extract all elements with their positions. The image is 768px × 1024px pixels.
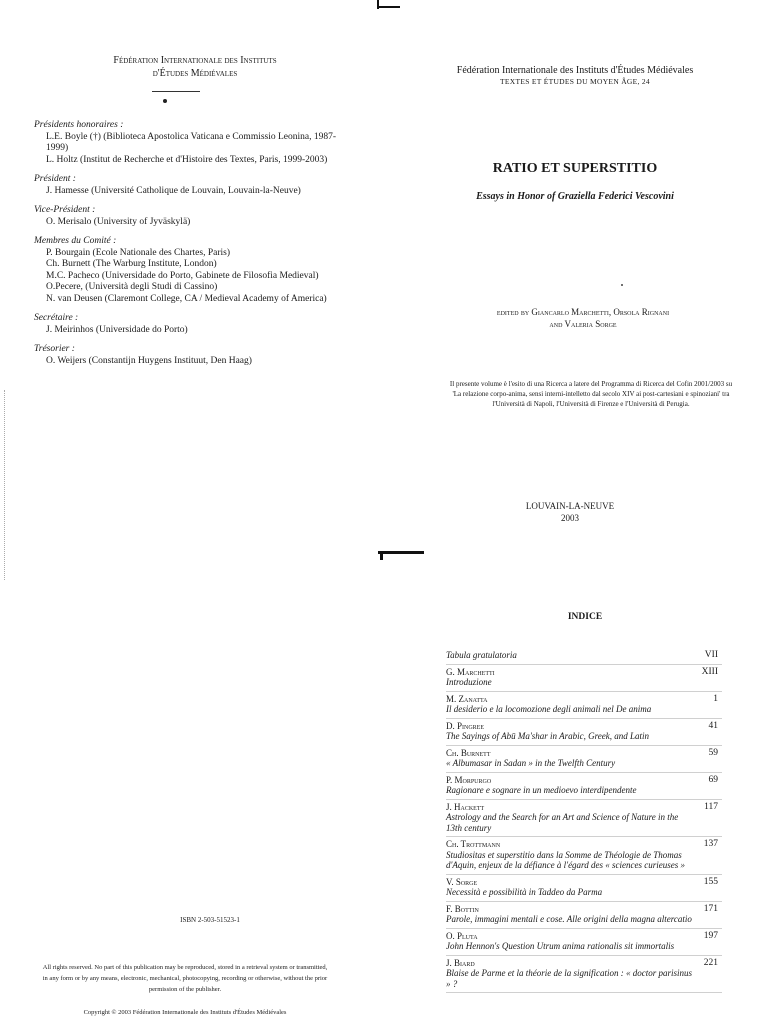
imprint-year: 2003 [561, 513, 579, 523]
toc-entry [446, 665, 722, 692]
toc-entry [446, 692, 722, 719]
scan-mark-middle [378, 551, 424, 554]
toc-author: J. Biard [446, 957, 475, 968]
series-line: TEXTES ET ÉTUDES DU MOYEN ÂGE, 24 [500, 77, 650, 86]
toc-title: Studiositas et superstitio dans la Somme de Théologie de Thomas d'Aquin, enjeux de la défiance à l'égard des « sciences curieuses » [446, 849, 685, 870]
toc-title: The Sayings of Abū Ma'shar in Arabic, Greek, and Latin [446, 731, 650, 741]
toc-author: D. Pingree [446, 720, 485, 731]
toc-title: Ragionare e sognare in un medioevo interdipendente [446, 785, 637, 795]
board-role: Trésorier : [34, 344, 75, 354]
federation-heading [60, 54, 330, 80]
toc-page-number: XIII [701, 666, 718, 677]
toc-author: Ch. Burnett [446, 747, 491, 758]
board-member: N. van Deusen (Claremont College, CA / Medieval Academy of America) [46, 293, 327, 304]
heading-dot [163, 99, 167, 103]
toc-page-number: 171 [703, 903, 718, 914]
toc-entry [446, 773, 722, 800]
toc-author: G. Marchetti [446, 666, 495, 677]
heading-rule [152, 91, 200, 92]
toc-entry [446, 746, 722, 773]
toc-author: F. Bottin [446, 903, 479, 914]
board-role: Secrétaire : [34, 313, 79, 323]
toc-author: J. Hackett [446, 801, 485, 812]
table-of-contents [446, 648, 722, 993]
isbn: ISBN 2-503-51523-1 [180, 916, 240, 924]
toc-author: M. Zanatta [446, 693, 488, 704]
toc-page-number: 41 [708, 720, 718, 731]
page-speck [621, 284, 623, 286]
toc-page-number: 155 [703, 876, 718, 887]
federation-line-2: d'Études Médiévales [152, 68, 238, 79]
board-role: Présidents honoraires : [34, 120, 124, 130]
imprint [490, 500, 650, 524]
index-heading: INDICE [567, 612, 603, 622]
editors [448, 306, 718, 330]
toc-page-number: 1 [713, 693, 718, 704]
toc-author: V. Sorge [446, 876, 478, 887]
board-member: J. Meirinhos (Universidade do Porto) [46, 324, 188, 335]
scan-mark-top-stem [377, 0, 379, 9]
board-member: M.C. Pacheco (Universidade do Porto, Gabinete de Filosofia Medieval) [46, 270, 319, 281]
toc-entry [446, 837, 722, 875]
toc-page-number: 117 [704, 801, 718, 812]
board-member: L. Holtz (Institut de Recherche et d'Histoire des Textes, Paris, 1999-2003) [46, 154, 328, 165]
board-member: O.Pecere, (Università degli Studi di Cassino) [46, 282, 218, 292]
toc-page-number: 69 [708, 774, 718, 785]
rights-notice: All rights reserved. No part of this publication may be reproduced, stored in a retrieval system or transmitted, in any form or by any means, electronic, mechanical, photocopying, recording or otherwise, without the prior permission of the publisher. [42, 964, 328, 993]
toc-entry [446, 719, 722, 746]
toc-entry [446, 875, 722, 902]
imprint-place: LOUVAIN-LA-NEUVE [525, 501, 615, 511]
board-member: L.E. Boyle (†) (Biblioteca Apostolica Vaticana e Commissio Leonina, 1987-1999) [46, 131, 337, 153]
scan-mark-top [378, 0, 400, 8]
board-member: O. Merisalo (University of Jyväskylä) [46, 216, 191, 227]
toc-entry [446, 956, 722, 994]
toc-entry [446, 648, 722, 665]
toc-title: Introduzione [446, 677, 492, 687]
toc-title: Blaise de Parme et la théorie de la signification : « doctor parisinus » ? [446, 968, 692, 989]
toc-title: « Albumasar in Sadan » in the Twelfth Century [446, 758, 616, 768]
book-subtitle: Essays in Honor of Graziella Federici Vescovini [476, 191, 674, 202]
toc-author: P. Morpurgo [446, 774, 492, 785]
board-role: Vice-Président : [34, 205, 96, 215]
toc-entry [446, 800, 722, 838]
toc-title: Parole, immagini mentali e cose. Alle origini della magna altercatio [446, 914, 692, 924]
toc-author: O. Pluta [446, 930, 478, 941]
toc-title: Tabula gratulatoria [446, 650, 517, 660]
toc-entry [446, 902, 722, 929]
board-role: Président : [34, 174, 76, 184]
research-note: Il presente volume è l'esito di una Ricerca a latere del Programma di Ricerca del Cofin 2001/2003 su 'La relazione corpo-anima, sensi interni-intelletto dal secolo XIV ai post-cartesiani e spinoziani' tra l'Università di Napoli, l'Università di Firenze e l'Università di Perugia. [449, 380, 733, 408]
toc-title: Necessità e possibilità in Taddeo da Parma [446, 887, 603, 897]
toc-entry [446, 929, 722, 956]
toc-page-number: 221 [703, 957, 718, 968]
book-title: RATIO ET SUPERSTITIO [492, 161, 658, 176]
federation-line-1: Fédération Internationale des Instituts [113, 55, 277, 66]
toc-title: Astrology and the Search for an Art and Science of Nature in the 13th century [446, 812, 679, 833]
title-block [420, 64, 730, 202]
toc-title: John Hennon's Question Utrum anima rationalis sit immortalis [446, 941, 675, 951]
board-member: O. Weijers (Constantijn Huygens Instituut, Den Haag) [46, 355, 252, 366]
toc-page-number: 59 [708, 747, 718, 758]
editors-line-2: and Valeria Sorge [549, 319, 617, 329]
board-role: Membres du Comité : [34, 236, 117, 246]
toc-page-number: VII [704, 650, 718, 660]
toc-page-number: 137 [703, 839, 718, 849]
toc-author: Ch. Trottmann [446, 839, 501, 849]
copyright-notice: Copyright © 2003 Fédération Internationale des Instituts d'Études Médiévales [83, 1009, 287, 1016]
editors-line-1: edited by Giancarlo Marchetti, Orsola Rignani [496, 307, 670, 317]
toc-page-number: 197 [703, 930, 718, 941]
toc-title: Il desiderio e la locomozione degli animali nel De anima [446, 704, 652, 714]
scan-margin-dots [4, 390, 6, 580]
board-member: J. Hamesse (Université Catholique de Louvain, Louvain-la-Neuve) [46, 185, 301, 196]
federation-name: Fédération Internationale des Instituts d'Études Médiévales [456, 65, 694, 76]
board-member: Ch. Burnett (The Warburg Institute, London) [46, 259, 217, 269]
board-list [34, 120, 354, 367]
board-member: P. Bourgain (Ecole Nationale des Chartes, Paris) [46, 247, 230, 258]
scan-mark-middle-stem [380, 551, 383, 560]
